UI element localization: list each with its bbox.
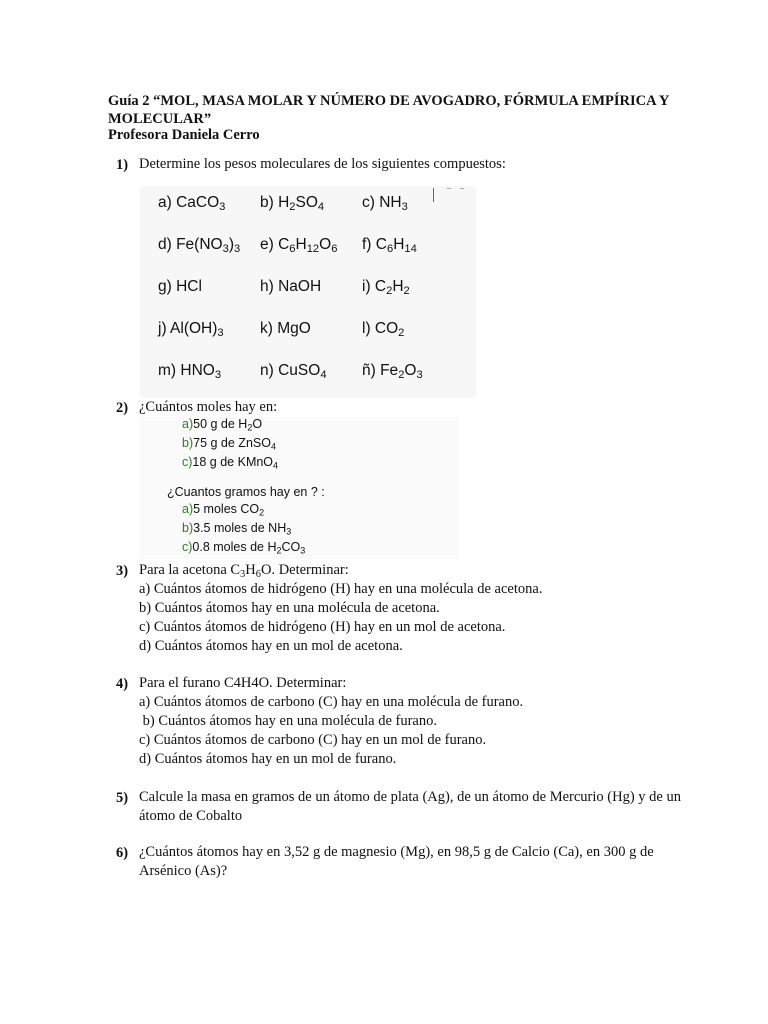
compound-formula: k) MgO [260, 320, 311, 337]
question-5-line2: átomo de Cobalto [139, 808, 243, 824]
list-item: b)75 g de ZnSO$_4$ [182, 436, 276, 452]
document-title-line2: MOLECULAR” [108, 111, 212, 127]
question-2-text: ¿Cuántos moles hay en: [139, 399, 278, 415]
question-6-line1: ¿Cuántos átomos hay en 3,52 g de magnesio (Mg), en 98,5 g de Calcio (Ca), en 300 g de [139, 844, 654, 860]
compound-formula: h) NaOH [260, 278, 322, 295]
image-artifact [447, 188, 451, 189]
image-artifact [460, 188, 464, 189]
compound-formula: i) $C_2H_2$ [362, 278, 410, 298]
compound-formula: m) $HNO_3$ [158, 362, 222, 382]
question-number-3: 3) [116, 563, 129, 579]
compound-formula: ñ) $Fe_2O_3$ [362, 362, 423, 382]
question-5-line1: Calcule la masa en gramos de un átomo de plata (Ag), de un átomo de Mercurio (Hg) y de un [139, 789, 681, 805]
question-3-intro [139, 561, 349, 581]
acetone-sub-1: 3 [240, 568, 246, 580]
compound-formula: f) $C_6H_{14}$ [362, 236, 417, 256]
acetone-sub-2: 6 [255, 568, 261, 580]
compound-formula: a) CaCO$_3$ [158, 194, 226, 214]
acetone-intro-post: O. Determinar: [260, 562, 349, 578]
question-4-item-c: c) Cuántos átomos de carbono (C) hay en un mol de furano. [139, 732, 487, 748]
list-item: b)3.5 moles de $NH_3$ [182, 521, 292, 537]
question-4-item-a: a) Cuántos átomos de carbono (C) hay en una molécula de furano. [139, 694, 524, 710]
image-artifact [433, 188, 434, 202]
list-item: a)5 moles $CO_2$ [182, 502, 265, 518]
compound-formula: l) $CO_2$ [362, 320, 405, 340]
compound-formula: c) $NH_3$ [362, 194, 408, 214]
question-3-item-a: a) Cuántos átomos de hidrógeno (H) hay en una molécula de acetona. [139, 581, 543, 597]
question-number-6: 6) [116, 845, 129, 861]
list-item: c)18 g de KMnO$_4$ [182, 455, 279, 471]
question-number-2: 2) [116, 400, 129, 416]
question-number-4: 4) [116, 676, 129, 692]
compound-formula: e) $C_6H_{12}O_6$ [260, 236, 338, 256]
compound-formula: d) $Fe(NO_3)_3$ [158, 236, 241, 256]
author-name: Profesora Daniela Cerro [108, 127, 260, 143]
list-item: a)50 g de $H_2O$ [182, 417, 263, 433]
question-4-item-b: b) Cuántos átomos hay en una molécula de furano. [139, 713, 437, 729]
acetone-h: H [245, 562, 256, 578]
question-3-item-d: d) Cuántos átomos hay en un mol de acetona. [139, 638, 403, 654]
acetone-intro-pre: Para la acetona C [139, 562, 241, 578]
document-title-line1: Guía 2 “MOL, MASA MOLAR Y NÚMERO DE AVOGADRO, FÓRMULA EMPÍRICA Y [108, 93, 670, 109]
question-1-text: Determine los pesos moleculares de los siguientes compuestos: [139, 156, 506, 172]
compound-formula: b) $H_2SO_4$ [260, 194, 325, 214]
question-3-item-c: c) Cuántos átomos de hidrógeno (H) hay en un mol de acetona. [139, 619, 506, 635]
compound-formula: g) HCl [158, 278, 202, 295]
list-item: c)0.8 moles de $H_2CO_3$ [182, 540, 306, 556]
compound-formula: n) CuSO$_4$ [260, 362, 327, 382]
question-4-intro: Para el furano C4H4O. Determinar: [139, 675, 347, 691]
compound-formula: j) $Al(OH)_3$ [158, 320, 224, 340]
question-4-item-d: d) Cuántos átomos hay en un mol de furano. [139, 751, 397, 767]
question-6-line2: Arsénico (As)? [139, 863, 228, 879]
grams-question-text: ¿Cuantos gramos hay en ? : [167, 485, 325, 499]
question-number-1: 1) [116, 157, 129, 173]
question-number-5: 5) [116, 790, 129, 806]
question-3-item-b: b) Cuántos átomos hay en una molécula de acetona. [139, 600, 440, 616]
